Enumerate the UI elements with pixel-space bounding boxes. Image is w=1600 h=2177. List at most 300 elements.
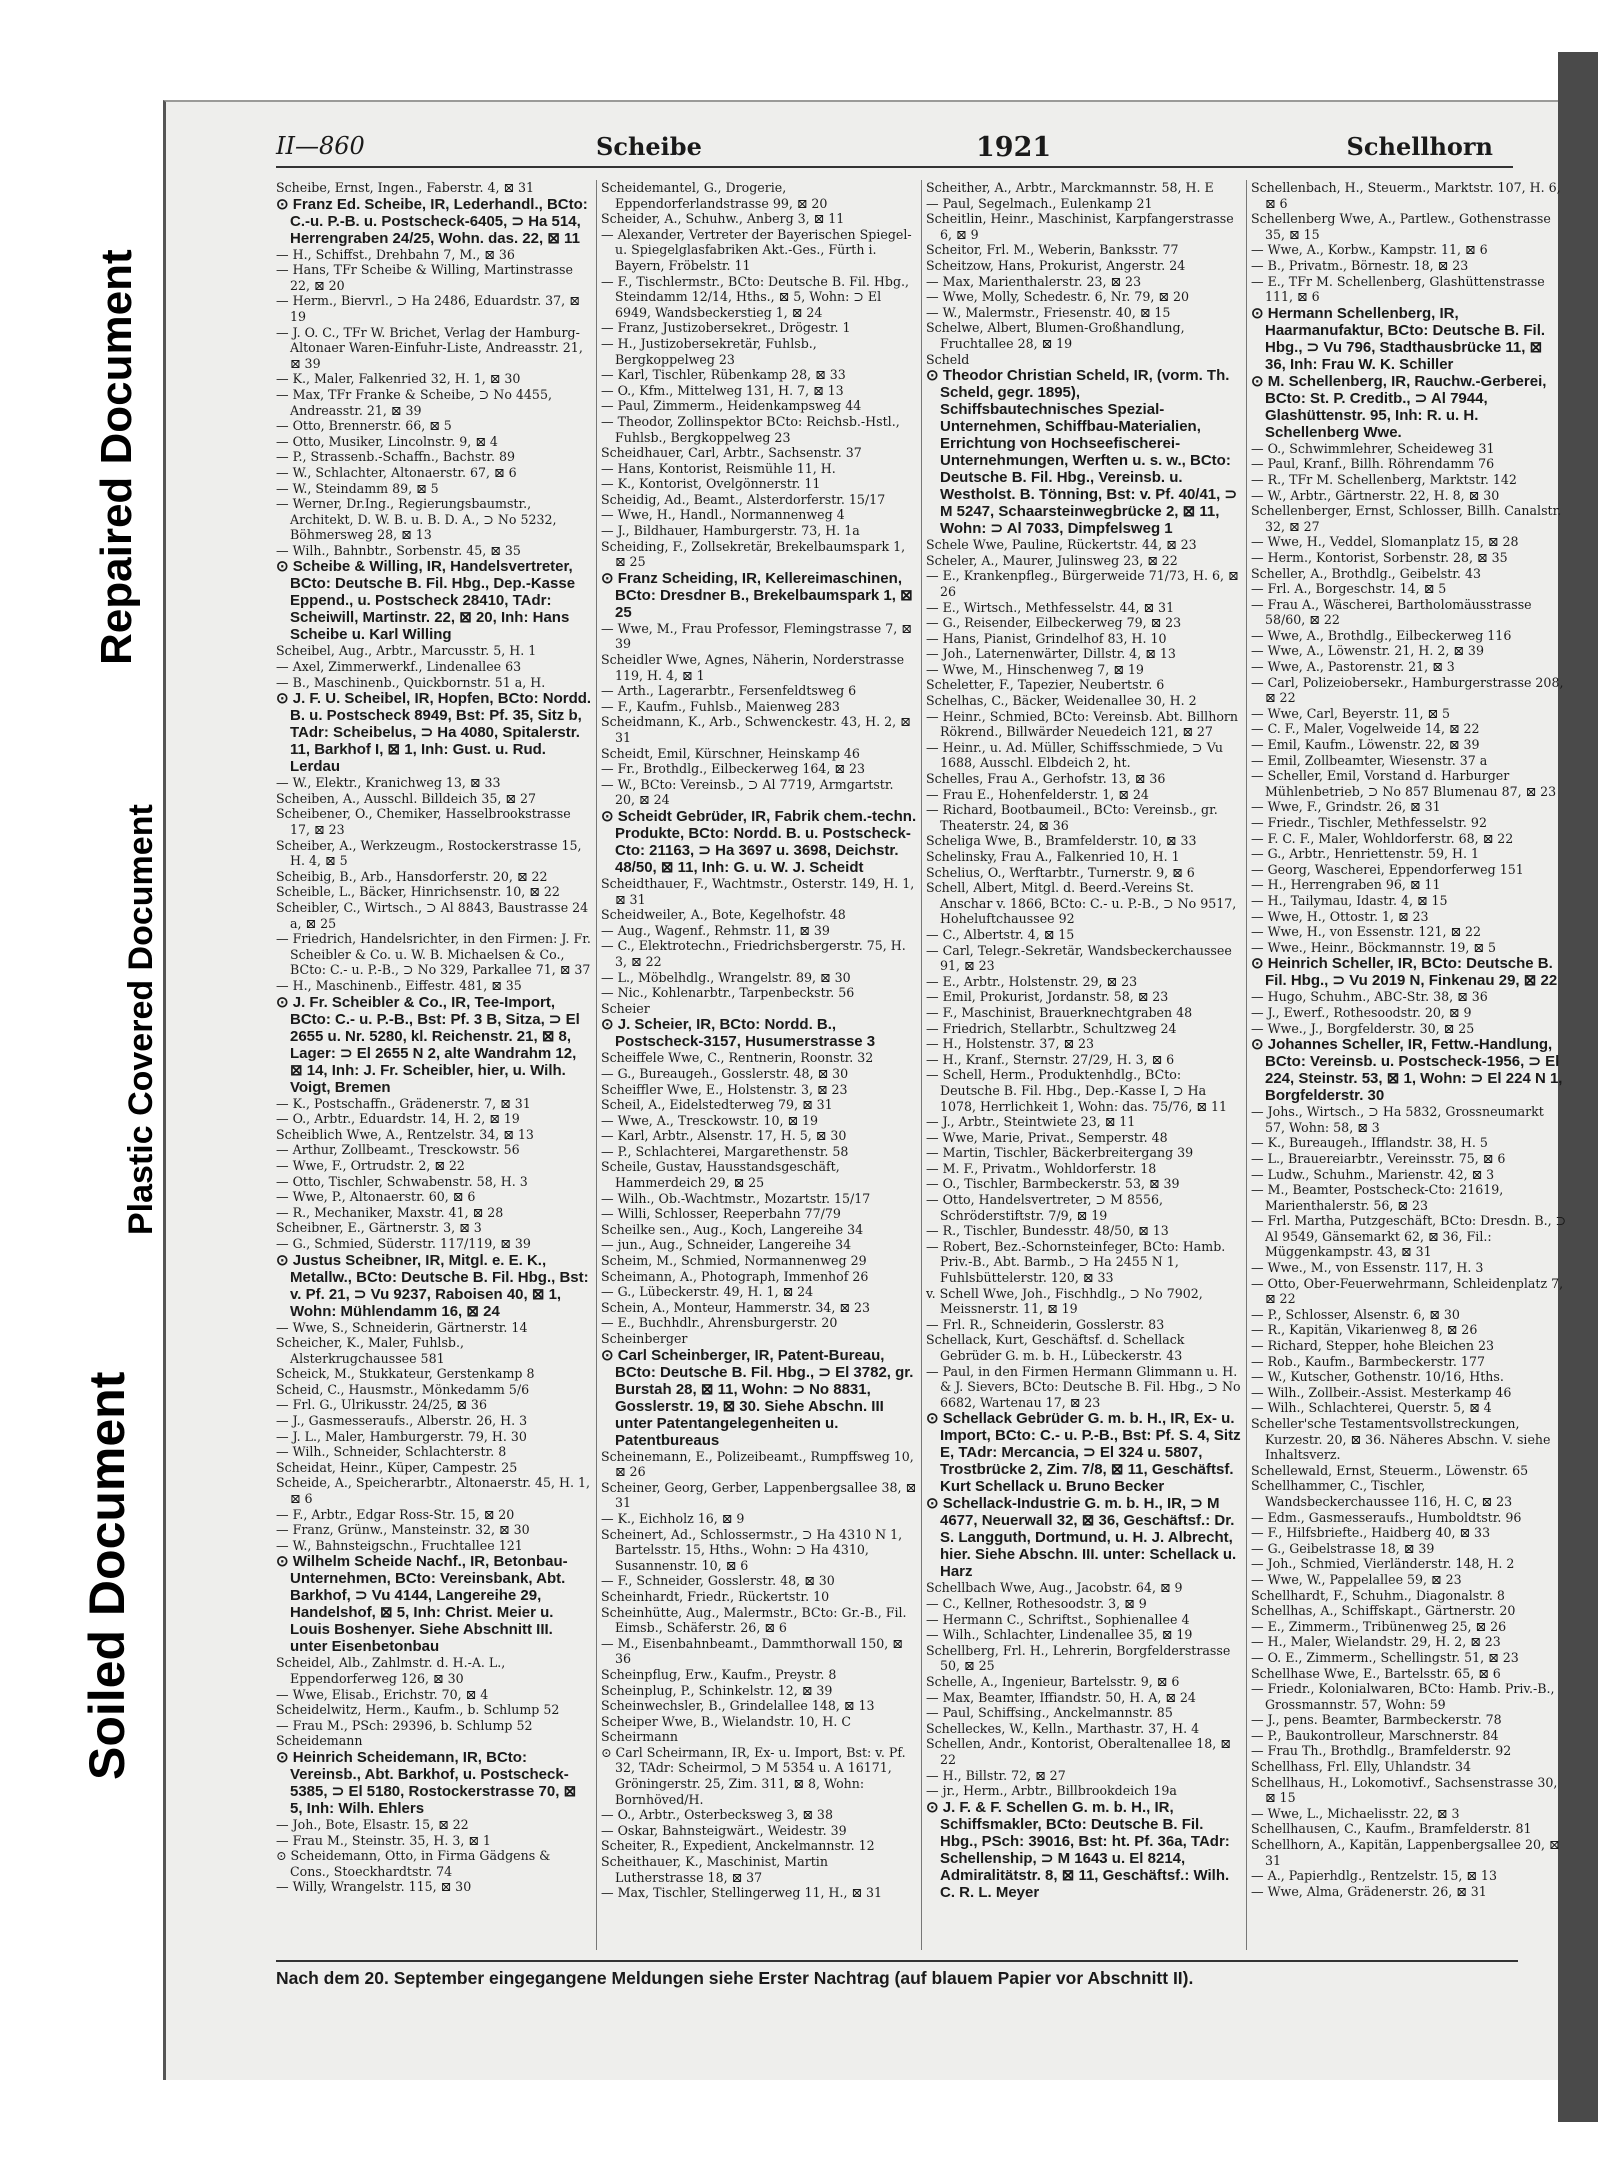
directory-entry: — Wwe, Elisab., Erichstr. 70, ⊠ 4 — [276, 1686, 489, 1702]
page-number: II—860 — [276, 132, 365, 160]
directory-entry: — Frau M., PSch: 29396, b. Schlump 52 — [276, 1717, 533, 1733]
directory-entry: — H., Billstr. 72, ⊠ 27 — [926, 1767, 1066, 1783]
directory-entry: — K., Eichholz 16, ⊠ 9 — [601, 1510, 745, 1526]
directory-entry: — Wilh., Bahnbtr., Sorbenstr. 45, ⊠ 35 — [276, 542, 521, 558]
directory-entry: ⊙ Hermann Schellenberg, IR, Haarmanufaktur, BCto: Deutsche B. Fil. Hbg., ⊃ Vu 796, Stadthausbrücke 11, ⊠ 36, Inh: Frau W. K. Schiller — [1251, 304, 1546, 373]
directory-entry: — Wilh., Schlachterei, Querstr. 5, ⊠ 4 — [1251, 1400, 1492, 1416]
directory-entry: — J., Gasmesseraufs., Alberstr. 26, H. 3 — [276, 1413, 528, 1429]
directory-entry: — W., BCto: Vereinsb., ⊃ Al 7719, Armgartstr. 20, ⊠ 24 — [601, 776, 894, 808]
directory-entry: — Wwe, M., Frau Professor, Flemingstrasse 7, ⊠ 39 — [601, 620, 912, 652]
directory-entry: — O., Kfm., Mittelweg 131, H. 7, ⊠ 13 — [601, 382, 844, 398]
directory-entry: — Max, Beamter, Iffiandstr. 50, H. A, ⊠ 24 — [926, 1689, 1196, 1705]
directory-entry: — R., Tischler, Bundesstr. 48/50, ⊠ 13 — [926, 1223, 1169, 1239]
directory-entry: — M., Eisenbahnbeamt., Dammthorwall 150, ⊠ 36 — [601, 1635, 903, 1667]
directory-entry: — Joh., Schmied, Vierländerstr. 148, H. 2 — [1251, 1556, 1515, 1572]
directory-entry: — Wwe, A., Brothdlg., Eilbeckerweg 116 — [1251, 627, 1512, 643]
directory-entry: — Wwe, F., Ortrudstr. 2, ⊠ 22 — [276, 1157, 465, 1173]
directory-entry: — F. C. F., Maler, Wohldorferstr. 68, ⊠ 22 — [1251, 830, 1514, 846]
directory-entry: Scheidt, Emil, Kürschner, Heinskamp 46 — [601, 745, 860, 761]
directory-entry: — J. L., Maler, Hamburgerstr. 79, H. 30 — [276, 1428, 527, 1444]
directory-entry: ⊙ Carl Scheinberger, IR, Patent-Bureau, BCto: Deutsche B. Fil. Hbg., ⊃ El 3782, gr. Burstah 28, ⊠ 11, Wohn: ⊃ No 8831, Gosslerstr. 19, ⊠ 30. Siehe Abschn. III unter Patentangelegenheiten u. Patentbureaus — [601, 1346, 914, 1449]
directory-entry: Scheibel, Aug., Arbtr., Marcusstr. 5, H. 1 — [276, 643, 537, 659]
directory-entry: Schelwe, Albert, Blumen-Großhandlung, Fruchtallee 28, ⊠ 19 — [926, 320, 1185, 351]
directory-entry: — C., Elektrotechn., Friedrichsbergerstr. 75, H. 3, ⊠ 22 — [601, 938, 906, 969]
directory-entry: Scheiper Wwe, B., Wielandstr. 10, H. C — [601, 1713, 851, 1729]
directory-entry: Scheiding, F., Zollsekretär, Brekelbaumspark 1, ⊠ 25 — [601, 538, 906, 570]
directory-entry: — H., Schiffst., Drehbahn 7, M., ⊠ 36 — [276, 246, 515, 262]
directory-entry: — Otto, Tischler, Schwabenstr. 58, H. 3 — [276, 1173, 528, 1189]
directory-entry: ⊙ Carl Scheirmann, IR, Ex- u. Import, Bst: v. Pf. 32, TAdr: Scheirmol, ⊃ M 5354 u. A 16171, Gröningerstr. 25, Zim. 311, ⊠ 8, Wohn: Bornhöved/H. — [601, 1744, 906, 1807]
directory-entry: ⊙ M. Schellenberg, IR, Rauchw.-Gerberei, BCto: St. P. Creditb., ⊃ Al 7944, Glashüttenstr. 95, Inh: R. u. H. Schellenberg Wwe. — [1251, 372, 1547, 441]
directory-entry: — Max, Tischler, Stellingerweg 11, H., ⊠ 31 — [601, 1885, 883, 1901]
directory-entry: — W., Arbtr., Gärtnerstr. 22, H. 8, ⊠ 30 — [1251, 487, 1500, 503]
directory-entry: Scheilke sen., Aug., Koch, Langereihe 34 — [601, 1221, 864, 1237]
directory-entry: — L., Möbelhdlg., Wrangelstr. 89, ⊠ 30 — [601, 969, 851, 985]
directory-entry: Scheinberger — [601, 1331, 688, 1346]
directory-entry: — E., Buchhdlr., Ahrensburgerstr. 20 — [601, 1315, 838, 1331]
directory-entry: Schelles, Frau A., Gerhofstr. 13, ⊠ 36 — [926, 771, 1166, 787]
directory-entry: — R., Mechaniker, Maxstr. 41, ⊠ 28 — [276, 1204, 504, 1220]
directory-entry: — Alexander, Vertreter der Bayerischen Spiegel- u. Spiegelglasfabriken Akt.-Ges., Fürth i. Bayern, Fröbelstr. 11 — [601, 226, 912, 273]
directory-entry: — F., Tischlermstr., BCto: Deutsche B. Fil. Hbg., Steindamm 12/14, Hths., ⊠ 5, Wohn: ⊃ El 6949, Wandsbeckerstieg 1, ⊠ 24 — [601, 273, 910, 320]
directory-entry: — Frau Th., Brothdlg., Bramfelderstr. 92 — [1251, 1743, 1512, 1759]
directory-entry: Schellen, Andr., Kontorist, Oberaltenallee 18, ⊠ 22 — [926, 1736, 1231, 1767]
directory-entry: — Otto, Handelsvertreter, ⊃ M 8556, Schröderstiftstr. 7/9, ⊠ 19 — [926, 1192, 1164, 1223]
directory-entry: — C., Kellner, Rothesoodstr. 3, ⊠ 9 — [926, 1595, 1147, 1611]
directory-entry: — Friedr., Tischler, Methfesselstr. 92 — [1251, 815, 1487, 830]
directory-entry: — Wwe, M., Hinschenweg 7, ⊠ 19 — [926, 661, 1144, 677]
directory-entry: — Paul, in den Firmen Hermann Glimmann u. H. & J. Sievers, BCto: Deutsche B. Fil. Hbg., ⊃ No 6682, Wartenau 17, ⊠ 23 — [926, 1363, 1241, 1410]
directory-entry: — Wwe, H., von Essenstr. 121, ⊠ 22 — [1251, 924, 1482, 940]
directory-entry: Scheibe, Ernst, Ingen., Faberstr. 4, ⊠ 31 — [276, 180, 535, 195]
directory-entry: Scheiter, R., Expedient, Anckelmannstr. 12 — [601, 1838, 875, 1854]
directory-entry: — Wwe, A., Tresckowstr. 10, ⊠ 19 — [601, 1112, 819, 1128]
directory-entry: — Emil, Prokurist, Jordanstr. 58, ⊠ 23 — [926, 989, 1169, 1005]
directory-entry: ⊙ Schellack-Industrie G. m. b. H., IR, ⊃ M 4677, Neuerwall 32, ⊠ 36, Geschäftsf.: Dr. S. Langguth, Dortmund, u. H. J. Albrecht, hier. Siehe Abschn. III. unter: Schellack u. Harz — [926, 1495, 1237, 1581]
directory-entry: Schelhas, C., Bäcker, Weidenallee 30, H. 2 — [926, 693, 1197, 709]
directory-entry: Scheiben, A., Ausschl. Billdeich 35, ⊠ 27 — [276, 790, 536, 806]
directory-entry: Scheibig, B., Arb., Hansdorferstr. 20, ⊠ 22 — [276, 868, 548, 884]
directory-entry: Schellewald, Ernst, Steuerm., Löwenstr. 65 — [1251, 1462, 1529, 1478]
directory-entry: — Wwe, Alma, Grädenerstr. 26, ⊠ 31 — [1251, 1883, 1487, 1899]
directory-entry: — Herm., Biervrl., ⊃ Ha 2486, Eduardstr. 37, ⊠ 19 — [276, 293, 580, 324]
directory-entry: — H., Tailymau, Idastr. 4, ⊠ 15 — [1251, 892, 1448, 908]
directory-entry: Scheidler Wwe, Agnes, Näherin, Norderstrasse 119, H. 4, ⊠ 1 — [601, 652, 905, 683]
directory-entry: — Wilh., Schlachter, Lindenallee 35, ⊠ 19 — [926, 1627, 1193, 1643]
directory-entry: Scheletter, F., Tapezier, Neubertstr. 6 — [926, 677, 1165, 693]
directory-entry: — C., Albertstr. 4, ⊠ 15 — [926, 926, 1075, 942]
directory-entry: — Emil, Kaufm., Löwenstr. 22, ⊠ 39 — [1251, 737, 1480, 753]
directory-entry: Scheitlin, Heinr., Maschinist, Karpfangerstrasse 6, ⊠ 9 — [926, 211, 1234, 242]
directory-entry: — Hermann C., Schriftst., Sophienallee 4 — [926, 1611, 1190, 1627]
directory-entry: — K., Bureaugeh., Ifflandstr. 38, H. 5 — [1251, 1135, 1488, 1151]
directory-entry: Schelinsky, Frau A., Falkenried 10, H. 1 — [926, 849, 1180, 864]
directory-entry: — B., Privatm., Börnestr. 18, ⊠ 23 — [1251, 257, 1469, 273]
directory-entry: — Joh., Bote, Elsastr. 15, ⊠ 22 — [276, 1816, 469, 1832]
directory-entry: — W., Kutscher, Gothenstr. 10/16, Hths. — [1251, 1369, 1504, 1385]
directory-entry: Scheinert, Ad., Schlossermstr., ⊃ Ha 4310 N 1, Bartelsstr. 15, Hths., Wohn: ⊃ Ha 4310, Susannenstr. 10, ⊠ 6 — [601, 1526, 903, 1573]
directory-entry: Scheitzow, Hans, Prokurist, Angerstr. 24 — [926, 257, 1186, 273]
directory-entry: — G., Arbtr., Henriettenstr. 59, H. 1 — [1251, 846, 1480, 862]
directory-entry: — M. F., Privatm., Wohldorferstr. 18 — [926, 1160, 1157, 1176]
directory-entry: Schell, Albert, Mitgl. d. Beerd.-Vereins St. Anschar v. 1866, BCto: C.- u. P.-B., ⊃ No 9517, Hoheluftchaussee 92 — [926, 880, 1237, 927]
directory-entry: — Johs., Wirtsch., ⊃ Ha 5832, Grossneumarkt 57, Wohn: 58, ⊠ 3 — [1251, 1104, 1544, 1135]
directory-entry: Scheible, L., Bäcker, Hinrichsenstr. 10, ⊠ 22 — [276, 884, 560, 900]
directory-entry: Scheidemantel, G., Drogerie, Eppendorferlandstrasse 99, ⊠ 20 — [601, 180, 828, 211]
column-4 — [1251, 180, 1567, 1950]
supplement-note: Nach dem 20. September eingegangene Meldungen siehe Erster Nachtrag (auf blauem Papier vor Abschnitt II). — [276, 1960, 1518, 1994]
directory-entry: — P., Strassenb.-Schaffn., Bachstr. 89 — [276, 449, 516, 465]
directory-entry: — Richard, Stepper, hohe Bleichen 23 — [1251, 1338, 1495, 1354]
directory-entry: Scheither, A., Arbtr., Marckmannstr. 58, H. E — [926, 180, 1214, 195]
directory-entry: — Frl. G., Ulrikusstr. 24/25, ⊠ 36 — [276, 1397, 487, 1413]
directory-entry: Scheliga Wwe, B., Bramfelderstr. 10, ⊠ 33 — [926, 833, 1197, 849]
directory-entry: — Frl. R., Schneiderin, Gosslerstr. 83 — [926, 1316, 1165, 1332]
directory-entry: — Wwe, A., Korbw., Kampstr. 11, ⊠ 6 — [1251, 242, 1488, 258]
directory-entry: Scheidemann — [276, 1733, 363, 1749]
directory-entry: — F., Schneider, Gosslerstr. 48, ⊠ 30 — [601, 1573, 835, 1589]
directory-entry: — Paul, Schiffsing., Anckelmannstr. 85 — [926, 1705, 1173, 1721]
directory-entry: Schellhorn, A., Kapitän, Lappenbergsallee 20, ⊠ 31 — [1251, 1837, 1560, 1868]
directory-entry: — Heinr., Schmied, BCto: Vereinsb. Abt. Billhorn Rökrend., Billwärder Neuedeich 121, ⊠ 27 — [926, 708, 1239, 740]
directory-entry: — G., Bureaugeh., Gosslerstr. 48, ⊠ 30 — [601, 1065, 849, 1081]
directory-entry: — E., TFr M. Schellenberg, Glashüttenstrasse 111, ⊠ 6 — [1251, 273, 1545, 305]
directory-entry: Scheider, A., Schuhw., Anberg 3, ⊠ 11 — [601, 211, 845, 227]
directory-entry: ⊙ Wilhelm Scheide Nachf., IR, Betonbau-Unternehmen, BCto: Vereinsbank, Abt. Barkhof, ⊃ Vu 4144, Langereihe 29, Handelshof, ⊠ 5, Inh: Christ. Meier u. Louis Boshenyer. Siehe Abschnitt III. unter Eisenbetonbau — [276, 1553, 568, 1656]
directory-entry: Scheinemann, E., Polizeibeamt., Rumpffsweg 10, ⊠ 26 — [601, 1448, 914, 1480]
directory-entry: Schellhase Wwe, E., Bartelsstr. 65, ⊠ 6 — [1251, 1665, 1501, 1681]
directory-entry: — Werner, Dr.Ing., Regierungsbaumstr., Architekt, D. W. B. u. B. D. A., ⊃ No 5232, Böhmersweg 28, ⊠ 13 — [276, 496, 557, 543]
directory-entry: — Rob., Kaufm., Barmbeckerstr. 177 — [1251, 1353, 1485, 1369]
directory-entry: — C. F., Maler, Vogelweide 14, ⊠ 22 — [1251, 721, 1480, 737]
directory-entry: — Wwe, H., Handl., Normannenweg 4 — [601, 507, 845, 523]
directory-entry: — Oskar, Bahnsteigwärt., Weidestr. 39 — [601, 1822, 847, 1838]
directory-entry: — Arth., Lagerarbtr., Fersenfeldtsweg 6 — [601, 683, 857, 699]
directory-entry: ⊙ Heinrich Scheller, IR, BCto: Deutsche B. Fil. Hbg., ⊃ Vu 2019 N, Finkenau 29, ⊠ 22 — [1251, 955, 1558, 990]
directory-entry: Scheimann, A., Photograph, Immenhof 26 — [601, 1268, 869, 1284]
column-3 — [926, 180, 1242, 1950]
directory-entry: — G., Lübeckerstr. 49, H. 1, ⊠ 24 — [601, 1284, 814, 1300]
directory-entry: — Wwe., J., Borgfelderstr. 30, ⊠ 25 — [1251, 1020, 1475, 1036]
directory-entry: — B., Maschinenb., Quickbornstr. 51 a, H. — [276, 674, 546, 690]
directory-entry: Schellenberger, Ernst, Schlosser, Billh. Canalstr. 32, ⊠ 27 — [1251, 503, 1562, 534]
directory-entry: Schellhardt, F., Schuhm., Diagonalstr. 8 — [1251, 1587, 1505, 1603]
directory-entry: — W., Steindamm 89, ⊠ 5 — [276, 480, 439, 496]
directory-entry: — Karl, Tischler, Rübenkamp 28, ⊠ 33 — [601, 367, 846, 383]
directory-entry: — Hans, Kontorist, Reismühle 11, H. — [601, 460, 836, 476]
directory-entry: — P., Schlachterei, Margarethenstr. 58 — [601, 1143, 849, 1159]
directory-entry: — Otto, Musiker, Lincolnstr. 9, ⊠ 4 — [276, 433, 498, 449]
directory-entry: — F., Arbtr., Edgar Ross-Str. 15, ⊠ 20 — [276, 1506, 515, 1522]
directory-entry: — K., Maler, Falkenried 32, H. 1, ⊠ 30 — [276, 371, 521, 387]
directory-entry: — Emil, Zollbeamter, Wiesenstr. 37 a — [1251, 752, 1488, 768]
directory-entry: — Heinr., u. Ad. Müller, Schiffsschmiede, ⊃ Vu 1688, Ausschl. Elbdeich 2, ht. — [926, 739, 1224, 771]
directory-year: 1921 — [976, 132, 1052, 163]
directory-entry: Schellack, Kurt, Geschäftsf. d. Schellack Gebrüder G. m. b. H., Lübeckerstr. 43 — [926, 1332, 1185, 1363]
directory-entry: — E., Zimmerm., Tribünenweg 25, ⊠ 26 — [1251, 1618, 1507, 1634]
directory-entry: Scheidweiler, A., Bote, Kegelhofstr. 48 — [601, 907, 846, 923]
directory-entry: — F., Maschinist, Brauerknechtgraben 48 — [926, 1004, 1193, 1020]
directory-entry: — Wwe, F., Grindstr. 26, ⊠ 31 — [1251, 799, 1441, 815]
directory-entry: — K., Postschaffn., Grädenerstr. 7, ⊠ 31 — [276, 1095, 531, 1111]
directory-entry: — F., Kaufm., Fuhlsb., Maienweg 283 — [601, 698, 840, 714]
directory-entry: Scheiber, A., Werkzeugm., Rostockerstrasse 15, H. 4, ⊠ 5 — [276, 837, 582, 869]
directory-entry: — G., Schmied, Süderstr. 117/119, ⊠ 39 — [276, 1235, 531, 1251]
directory-entry: — Wwe., Heinr., Böckmannstr. 19, ⊠ 5 — [1251, 939, 1496, 955]
directory-entry: — Otto, Brennerstr. 66, ⊠ 5 — [276, 418, 452, 434]
directory-entry: — Wwe, L., Michaelisstr. 22, ⊠ 3 — [1251, 1805, 1460, 1821]
directory-entry: Scheinplug, P., Schinkelstr. 12, ⊠ 39 — [601, 1682, 833, 1698]
directory-entry: Schelius, O., Werftarbtr., Turnerstr. 9, ⊠ 6 — [926, 864, 1195, 880]
directory-entry: Scheide, A., Speicherarbtr., Altonaerstr. 45, H. 1, ⊠ 6 — [276, 1475, 591, 1507]
directory-entry: — Paul, Segelmach., Eulenkamp 21 — [926, 195, 1153, 211]
directory-entry: Scheller'sche Testamentsvollstreckungen, Kurzestr. 20, ⊠ 36. Näheres Abschn. V. siehe Inhaltsverz. — [1251, 1416, 1551, 1463]
directory-entry: — Wwe, A., Pastorenstr. 21, ⊠ 3 — [1251, 659, 1455, 675]
directory-entry: — H., Maschinenb., Eiffestr. 481, ⊠ 35 — [276, 977, 522, 993]
directory-entry: — Frl. A., Borgeschstr. 14, ⊠ 5 — [1251, 581, 1447, 597]
directory-entry: — K., Kontorist, Ovelgönnerstr. 11 — [601, 476, 821, 492]
column-divider — [1246, 180, 1247, 1950]
directory-entry: — R., Kapitän, Vikarienweg 8, ⊠ 26 — [1251, 1322, 1478, 1338]
directory-entry: — O., Schwimmlehrer, Scheideweg 31 — [1251, 440, 1495, 456]
directory-entry: — Axel, Zimmerwerkf., Lindenallee 63 — [276, 659, 522, 675]
repaired-document-label: Repaired Document — [92, 249, 141, 665]
directory-entry: — jun., Aug., Schneider, Langereihe 34 — [601, 1237, 852, 1253]
directory-entry: — Wwe, A., Löwenstr. 21, H. 2, ⊠ 39 — [1251, 643, 1484, 659]
left-guide-word: Scheibe — [596, 132, 702, 161]
directory-entry: Scheiblich Wwe, A., Rentzelstr. 34, ⊠ 13 — [276, 1126, 534, 1142]
directory-entry: — Wwe, Molly, Schedestr. 6, Nr. 79, ⊠ 20 — [926, 289, 1189, 305]
directory-entry: Schellhammer, C., Tischler, Wandsbeckerchaussee 116, H. C, ⊠ 23 — [1251, 1478, 1513, 1509]
directory-entry: — Hans, Pianist, Grindelhof 83, H. 10 — [926, 630, 1167, 646]
directory-entry: Scheiffler Wwe, E., Holstenstr. 3, ⊠ 23 — [601, 1081, 848, 1097]
directory-entry: Scheim, M., Schmied, Normannenweg 29 — [601, 1253, 867, 1269]
directory-entry: — H., Justizobersekretär, Fuhlsb., Bergkoppelweg 23 — [601, 335, 817, 367]
directory-entry: ⊙ J. F. U. Scheibel, IR, Hopfen, BCto: Nordd. B. u. Postscheck 8949, Bst: Pf. 35, Sitz b, TAdr: Scheibelus, ⊃ Ha 4080, Spitalerstr. 11, Barkhof I, ⊠ 1, Inh: Gust. u. Rud. Lerdau — [276, 690, 592, 776]
directory-entry: — Wwe, Marie, Privat., Semperstr. 48 — [926, 1129, 1168, 1145]
directory-entry: — J. O. C., TFr W. Brichet, Verlag der Hamburg-Altonaer Waren-Einfuhr-Liste, Andreasstr. 21, ⊠ 39 — [276, 324, 583, 371]
directory-entry: — Friedr., Kolonialwaren, BCto: Hamb. Priv.-B., Grossmannstr. 57, Wohn: 59 — [1251, 1681, 1555, 1712]
directory-entry: — J., Ewerf., Rothesoodstr. 20, ⊠ 9 — [1251, 1004, 1472, 1020]
directory-entry: — Wwe, S., Schneiderin, Gärtnerstr. 14 — [276, 1319, 528, 1335]
directory-entry: Scheidel, Alb., Zahlmstr. d. H.-A. L., Eppendorferweg 126, ⊠ 30 — [276, 1655, 506, 1686]
directory-entry: — W., Elektr., Kranichweg 13, ⊠ 33 — [276, 775, 501, 791]
directory-entry: Schellhass, Frl. Elly, Uhlandstr. 34 — [1251, 1759, 1471, 1775]
directory-entry: Schelleckes, W., Kelln., Marthastr. 37, H. 4 — [926, 1720, 1200, 1736]
directory-entry: — Scheller, Emil, Vorstand d. Harburger Mühlenbetrieb, ⊃ No 857 Blumenau 87, ⊠ 23 — [1251, 768, 1557, 799]
directory-entry: — W., Bahnsteigschn., Fruchtallee 121 — [276, 1537, 523, 1553]
directory-entry: Scheld — [926, 351, 970, 367]
directory-entry: — M., Beamter, Postscheck-Cto: 21619, Marienthalerstr. 56, ⊠ 23 — [1251, 1182, 1504, 1213]
directory-entry: Scheidhauer, Carl, Arbtr., Sachsenstr. 37 — [601, 445, 862, 461]
directory-entry: — Aug., Wagenf., Rehmstr. 11, ⊠ 39 — [601, 922, 830, 938]
directory-entry: ⊙ Schellack Gebrüder G. m. b. H., IR, Ex- u. Import, BCto: C.- u. P.-B., Bst: Pf. S. 4, Sitz E, TAdr: Mercancia, ⊃ El 324 u. 5807, Trostbrücke 2, Zim. 7/8, ⊠ 11, Geschäftsf. Kurt Schellack u. Bruno Becker — [926, 1410, 1241, 1496]
directory-entry: — Wwe, P., Altonaerstr. 60, ⊠ 6 — [276, 1189, 476, 1205]
directory-entry: ⊙ Scheidemann, Otto, in Firma Gädgens & Cons., Stoeckhardtstr. 74 — [276, 1848, 551, 1879]
directory-entry: — Frau A., Wäscherei, Bartholomäusstrasse 58/60, ⊠ 22 — [1251, 596, 1532, 628]
directory-entry: ⊙ Theodor Christian Scheld, IR, (vorm. Th. Scheld, gegr. 1895), Schiffsbautechnisches Spezial-Unternehmen, Schiffbau-Materialien, Errichtung von Hochseefischerei-Unternehmungen, Werften u. s. w., BCto: Deutsche B. Fil. Hbg., Vereinsb. u. Westholst. B. Tönning, Bst: v. Pf. 40/41, ⊃ M 5247, Schaarsteinwegbrücke 2, ⊠ 11, Wohn: ⊃ Al 7033, Dimpfelsweg 1 — [926, 367, 1238, 538]
directory-entry: — Frau E., Hohenfelderstr. 1, ⊠ 24 — [926, 786, 1149, 802]
directory-entry: — O., Tischler, Barmbeckerstr. 53, ⊠ 39 — [926, 1176, 1180, 1192]
directory-entry: — W., Malermstr., Friesenstr. 40, ⊠ 15 — [926, 304, 1171, 320]
directory-entry: Scheibener, O., Chemiker, Hasselbrookstrasse 17, ⊠ 23 — [276, 806, 571, 838]
directory-entry: Scheidmann, K., Arb., Schwenckestr. 43, H. 2, ⊠ 31 — [601, 714, 911, 745]
directory-entry: — Hugo, Schuhm., ABC-Str. 38, ⊠ 36 — [1251, 989, 1488, 1005]
directory-entry: — Hans, TFr Scheibe & Willing, Martinstrasse 22, ⊠ 20 — [276, 262, 573, 293]
directory-entry: — Franz, Grünw., Mansteinstr. 32, ⊠ 30 — [276, 1522, 530, 1538]
directory-entry: Schellenbach, H., Steuerm., Marktstr. 107, H. 6, ⊠ 6 — [1251, 180, 1561, 211]
directory-entry: — J., Arbtr., Steintwiete 23, ⊠ 11 — [926, 1114, 1136, 1130]
directory-entry: — G., Geibelstrasse 18, ⊠ 39 — [1251, 1540, 1435, 1556]
directory-entry: Schellhaus, H., Lokomotivf., Sachsenstrasse 30, ⊠ 15 — [1251, 1774, 1558, 1806]
directory-entry: Scheidelwitz, Herm., Kaufm., b. Schlump 52 — [276, 1702, 560, 1718]
directory-entry: — Paul, Zimmerm., Heidenkampsweg 44 — [601, 398, 862, 414]
directory-entry: — Martin, Tischler, Bäckerbreitergang 39 — [926, 1145, 1194, 1161]
directory-entry: — J., Bildhauer, Hamburgerstr. 73, H. 1a — [601, 523, 860, 539]
directory-entry: — Ludw., Schuhm., Marienstr. 42, ⊠ 3 — [1251, 1166, 1495, 1182]
directory-entry: — Robert, Bez.-Schornsteinfeger, BCto: Hamb. Priv.-B., Abt. Barmb., ⊃ Ha 2455 N 1, Fuhlsbüttelerstr. 120, ⊠ 33 — [926, 1238, 1226, 1286]
directory-entry: Scheinpflug, Erw., Kaufm., Preystr. 8 — [601, 1666, 837, 1682]
directory-entry: — L., Brauereiarbtr., Vereinsstr. 75, ⊠ 6 — [1251, 1150, 1506, 1166]
directory-entry: Schellenberg Wwe, A., Partlew., Gothenstrasse 35, ⊠ 15 — [1251, 211, 1551, 242]
directory-entry: — Max, TFr Franke & Scheibe, ⊃ No 4455, Andreasstr. 21, ⊠ 39 — [276, 386, 552, 418]
right-guide-word: Schellhorn — [1346, 132, 1493, 161]
directory-entry: — Georg, Wascherei, Eppendorferweg 151 — [1251, 861, 1524, 877]
directory-entry: Scheick, M., Stukkateur, Gerstenkamp 8 — [276, 1366, 535, 1382]
directory-entry: — P., Schlosser, Alsenstr. 6, ⊠ 30 — [1251, 1306, 1460, 1322]
directory-entry: Scheid, C., Hausmstr., Mönkedamm 5/6 — [276, 1381, 530, 1397]
directory-entry: — Friedrich, Stellarbtr., Schultzweg 24 — [926, 1020, 1177, 1036]
directory-entry: — Wwe, W., Pappelallee 59, ⊠ 23 — [1251, 1571, 1462, 1587]
directory-entry: Scheil, A., Eidelstedterweg 79, ⊠ 31 — [601, 1097, 833, 1113]
directory-entry: Scheidig, Ad., Beamt., Alsterdorferstr. 15/17 — [601, 491, 886, 507]
directory-entry: Scheinhardt, Friedr., Rückertstr. 10 — [601, 1588, 830, 1604]
directory-entry: ⊙ J. Fr. Scheibler & Co., IR, Tee-Import, BCto: C.- u. P.-B., Bst: Pf. 3 B, Sitza, ⊃ El 2655 u. Nr. 5280, kl. Reichenstr. 21, ⊠ 8, Lager: ⊃ El 2655 N 2, alte Wandrahm 12, ⊠ 14, Inh: J. Fr. Scheibler, hier, u. Wilh. Voigt, Bremen — [276, 993, 580, 1096]
directory-entry: Scheinwechsler, B., Grindelallee 148, ⊠ 13 — [601, 1698, 875, 1714]
directory-entry: ⊙ Justus Scheibner, IR, Mitgl. e. E. K., Metallw., BCto: Deutsche B. Fil. Hbg., Bst: v. Pf. 21, ⊃ Vu 9237, Raboisen 40, ⊠ 1, Wohn: Mühlendamm 16, ⊠ 24 — [276, 1251, 589, 1320]
directory-entry: Scheler, A., Maurer, Julinsweg 23, ⊠ 22 — [926, 552, 1178, 568]
directory-entry: — Wwe, H., Ottostr. 1, ⊠ 23 — [1251, 908, 1429, 924]
directory-entry: — Schell, Herm., Produktenhdlg., BCto: Deutsche B. Fil. Hbg., Dep.-Kasse I, ⊃ Ha 1078, Herrlichkeit 1, Wohn: das. 75/76, ⊠ 11 — [926, 1067, 1228, 1114]
directory-entry: — jr., Herm., Arbtr., Billbrookdeich 19a — [926, 1783, 1177, 1799]
directory-entry: ⊙ Scheibe & Willing, IR, Handelsvertreter, BCto: Deutsche B. Fil. Hbg., Dep.-Kasse Eppend., u. Postscheck 28410, TAdr: Scheiwill, Martinstr. 22, ⊠ 20, Inh: Hans Scheibe u. Karl Willing — [276, 558, 576, 644]
directory-entry: — Edm., Gasmesseraufs., Humboldtstr. 96 — [1251, 1509, 1522, 1525]
directory-entry: — Frl. Martha, Putzgeschäft, BCto: Dresdn. B., ⊃ Al 9549, Gänsemarkt 62, ⊠ 36, Fil.: Müggenkampstr. 43, ⊠ 31 — [1251, 1213, 1567, 1260]
directory-entry: — O., Arbtr., Eduardstr. 14, H. 2, ⊠ 19 — [276, 1111, 520, 1127]
directory-entry: Schein, A., Monteur, Hammerstr. 34, ⊠ 23 — [601, 1299, 870, 1315]
directory-entry: ⊙ Scheidt Gebrüder, IR, Fabrik chem.-techn. Produkte, BCto: Nordd. B. u. Postscheck-Cto: 21163, ⊃ Ha 3697 u. 3698, Deichstr. 48/50, ⊠ 11, Inh: G. u. W. J. Scheidt — [601, 807, 917, 876]
directory-entry: — H., Holstenstr. 37, ⊠ 23 — [926, 1036, 1095, 1052]
column-divider — [596, 180, 597, 1950]
column-1 — [276, 180, 592, 1950]
directory-entry: — Friedrich, Handelsrichter, in den Firmen: J. Fr. Scheibler & Co. u. W. B. Michaelsen & Co., BCto: C.- u. P.-B., ⊃ No 329, Parkallee 71, ⊠ 37 — [276, 931, 591, 978]
directory-entry: — Max, Marienthalerstr. 23, ⊠ 23 — [926, 273, 1142, 289]
directory-entry: v. Schell Wwe, Joh., Fischhdlg., ⊃ No 7902, Meissnerstr. 11, ⊠ 19 — [926, 1285, 1203, 1317]
directory-entry: — Otto, Ober-Feuerwehrmann, Schleidenplatz 7, ⊠ 22 — [1251, 1275, 1564, 1307]
directory-entry: — Wwe, Carl, Beyerstr. 11, ⊠ 5 — [1251, 705, 1451, 721]
directory-entry: — Richard, Bootbaumeil., BCto: Vereinsb., gr. Theaterstr. 24, ⊠ 36 — [926, 802, 1218, 833]
directory-entry: Scheithauer, K., Maschinist, Martin Lutherstrasse 18, ⊠ 37 — [601, 1854, 828, 1885]
directory-entry: — Theodor, Zollinspektor BCto: Reichsb.-Hstl., Fuhlsb., Bergkoppelweg 23 — [601, 413, 900, 445]
directory-entry: Scheibler, C., Wirtsch., ⊃ Al 8843, Baustrasse 24 a, ⊠ 25 — [276, 900, 589, 931]
directory-entry: — P., Baukontrolleur, Marschnerstr. 84 — [1251, 1727, 1499, 1743]
directory-entry: — E., Arbtr., Holstenstr. 29, ⊠ 23 — [926, 973, 1138, 989]
directory-entry: — Franz, Justizobersekret., Drögestr. 1 — [601, 320, 851, 336]
directory-entry: — Karl, Arbtr., Alsenstr. 17, H. 5, ⊠ 30 — [601, 1128, 847, 1144]
directory-entry: — Carl, Telegr.-Sekretär, Wandsbeckerchaussee 91, ⊠ 23 — [926, 942, 1232, 974]
directory-entry: ⊙ Johannes Scheller, IR, Fettw.-Handlung, BCto: Vereinsb. u. Postscheck-1956, ⊃ El 224, Steinstr. 53, ⊠ 1, Wohn: ⊃ El 224 N 1, Borgfelderstr. 30 — [1251, 1036, 1563, 1105]
directory-entry: Schellbach Wwe, Aug., Jacobstr. 64, ⊠ 9 — [926, 1580, 1183, 1596]
directory-entry: ⊙ Franz Ed. Scheibe, IR, Lederhandl., BCto: C.-u. P.-B. u. Postscheck-6405, ⊃ Ha 514, Herrengraben 24/25, Wohn. das. 22, ⊠ 11 — [276, 195, 588, 247]
directory-page — [163, 100, 1567, 2080]
page-header — [276, 126, 1513, 168]
directory-entry: — Wwe., M., von Essenstr. 117, H. 3 — [1251, 1260, 1484, 1276]
directory-entry: — Herm., Kontorist, Sorbenstr. 28, ⊠ 35 — [1251, 549, 1508, 565]
column-2 — [601, 180, 917, 1950]
directory-entry: Scheinhütte, Aug., Malermstr., BCto: Gr.-B., Fil. Eimsb., Schäferstr. 26, ⊠ 6 — [601, 1604, 907, 1636]
side-labels — [0, 0, 160, 2177]
directory-entry: Scheicher, K., Maler, Fuhlsb., Alsterkrugchaussee 581 — [276, 1335, 464, 1366]
directory-entry: — Willi, Schlosser, Reeperbahn 77/79 — [601, 1206, 841, 1222]
directory-entry: — Wilh., Zollbeir.-Assist. Mesterkamp 46 — [1251, 1384, 1512, 1400]
directory-entry: — H., Kranf., Sternstr. 27/29, H. 3, ⊠ 6 — [926, 1051, 1175, 1067]
directory-entry: Scheller, A., Brothdlg., Geibelstr. 43 — [1251, 565, 1481, 581]
directory-entry: Scheile, Gustav, Hausstandsgeschäft, Hammerdeich 29, ⊠ 25 — [601, 1159, 840, 1191]
directory-entry: — W., Schlachter, Altonaerstr. 67, ⊠ 6 — [276, 464, 517, 480]
directory-entry: — G., Reisender, Eilbeckerweg 79, ⊠ 23 — [926, 615, 1182, 631]
directory-entry: — F., Hilfsbriefte., Haidberg 40, ⊠ 33 — [1251, 1525, 1491, 1541]
directory-entry: ⊙ Franz Scheiding, IR, Kellereimaschinen, BCto: Dresdner B., Brekelbaumspark 1, ⊠ 25 — [601, 569, 913, 621]
directory-entry: — Fr., Brothdlg., Eilbeckerweg 164, ⊠ 23 — [601, 761, 866, 777]
directory-entry: — Willy, Wrangelstr. 115, ⊠ 30 — [276, 1879, 472, 1895]
directory-entry: — Wilh., Schneider, Schlachterstr. 8 — [276, 1444, 507, 1460]
directory-entry: — H., Herrengraben 96, ⊠ 11 — [1251, 877, 1441, 893]
directory-entry: ⊙ Heinrich Scheidemann, IR, BCto: Vereinsb., Abt. Barkhof, u. Postscheck-5385, ⊃ El 5180, Rostockerstrasse 70, ⊠ 5, Inh: Wilh. Ehlers — [276, 1748, 577, 1817]
directory-entry: Schellhas, A., Schiffskapt., Gärtnerstr. 20 — [1251, 1603, 1516, 1619]
directory-entry: Scheiffele Wwe, C., Rentnerin, Roonstr. 32 — [601, 1050, 874, 1066]
directory-columns — [276, 180, 1567, 1950]
column-divider — [921, 180, 922, 1950]
directory-entry: — R., TFr M. Schellenberg, Marktstr. 142 — [1251, 471, 1517, 487]
directory-entry: — E., Krankenpfleg., Bürgerweide 71/73, H. 6, ⊠ 26 — [926, 568, 1239, 599]
directory-entry: — E., Wirtsch., Methfesselstr. 44, ⊠ 31 — [926, 599, 1175, 615]
directory-entry: — O. E., Zimmerm., Schellingstr. 51, ⊠ 23 — [1251, 1649, 1519, 1665]
directory-entry: — Paul, Kranf., Billh. Röhrendamm 76 — [1251, 456, 1495, 472]
directory-entry: ⊙ J. F. & F. Schellen G. m. b. H., IR, Schiffsmakler, BCto: Deutsche B. Fil. Hbg., PSch: 39016, Bst: ht. Pf. 36a, TAdr: Schellenship, ⊃ M 1643 u. El 8214, Admiralitätstr. 8, ⊠ 11, Geschäftsf.: Wilh. C. R. L. Meyer — [926, 1798, 1230, 1901]
directory-entry: — J., pens. Beamter, Barmbeckerstr. 78 — [1251, 1712, 1502, 1728]
directory-entry: Scheidthauer, F., Wachtmstr., Osterstr. 149, H. 1, ⊠ 31 — [601, 875, 915, 907]
directory-entry: Scheitor, Frl. M., Weberin, Banksstr. 77 — [926, 242, 1179, 258]
directory-entry: — Carl, Polizeiobersekr., Hamburgerstrasse 208, ⊠ 22 — [1251, 674, 1564, 706]
directory-entry: — Frau M., Steinstr. 35, H. 3, ⊠ 1 — [276, 1832, 491, 1848]
directory-entry: — A., Papierhdlg., Rentzelstr. 15, ⊠ 13 — [1251, 1868, 1497, 1884]
directory-entry: Schellhausen, C., Kaufm., Bramfelderstr. 81 — [1251, 1821, 1532, 1837]
soiled-document-label: Soiled Document — [79, 1371, 135, 1780]
directory-entry: Scheirmann — [601, 1729, 678, 1745]
directory-entry: Schelle, A., Ingenieur, Bartelsstr. 9, ⊠ 6 — [926, 1673, 1180, 1689]
directory-entry: Scheiner, Georg, Gerber, Lappenbergsallee 38, ⊠ 31 — [601, 1479, 917, 1511]
directory-entry: — O., Arbtr., Osterbecksweg 3, ⊠ 38 — [601, 1807, 833, 1823]
directory-entry: Scheier — [601, 1000, 650, 1016]
directory-entry: ⊙ J. Scheier, IR, BCto: Nordd. B., Postscheck-3157, Husumerstrasse 3 — [601, 1016, 876, 1051]
directory-entry: Schellberg, Frl. H., Lehrerin, Borgfelderstrasse 50, ⊠ 25 — [926, 1642, 1231, 1674]
directory-entry: Scheidat, Heinr., Küper, Campestr. 25 — [276, 1459, 518, 1475]
directory-entry: — Wwe, H., Veddel, Slomanplatz 15, ⊠ 28 — [1251, 534, 1519, 550]
directory-entry: — Wilh., Ob.-Wachtmstr., Mozartstr. 15/17 — [601, 1190, 871, 1206]
directory-entry: — Joh., Laternenwärter, Dillstr. 4, ⊠ 13 — [926, 646, 1176, 662]
plastic-covered-document-label: Plastic Covered Document — [122, 804, 160, 1235]
directory-entry: Scheibner, E., Gärtnerstr. 3, ⊠ 3 — [276, 1220, 482, 1236]
